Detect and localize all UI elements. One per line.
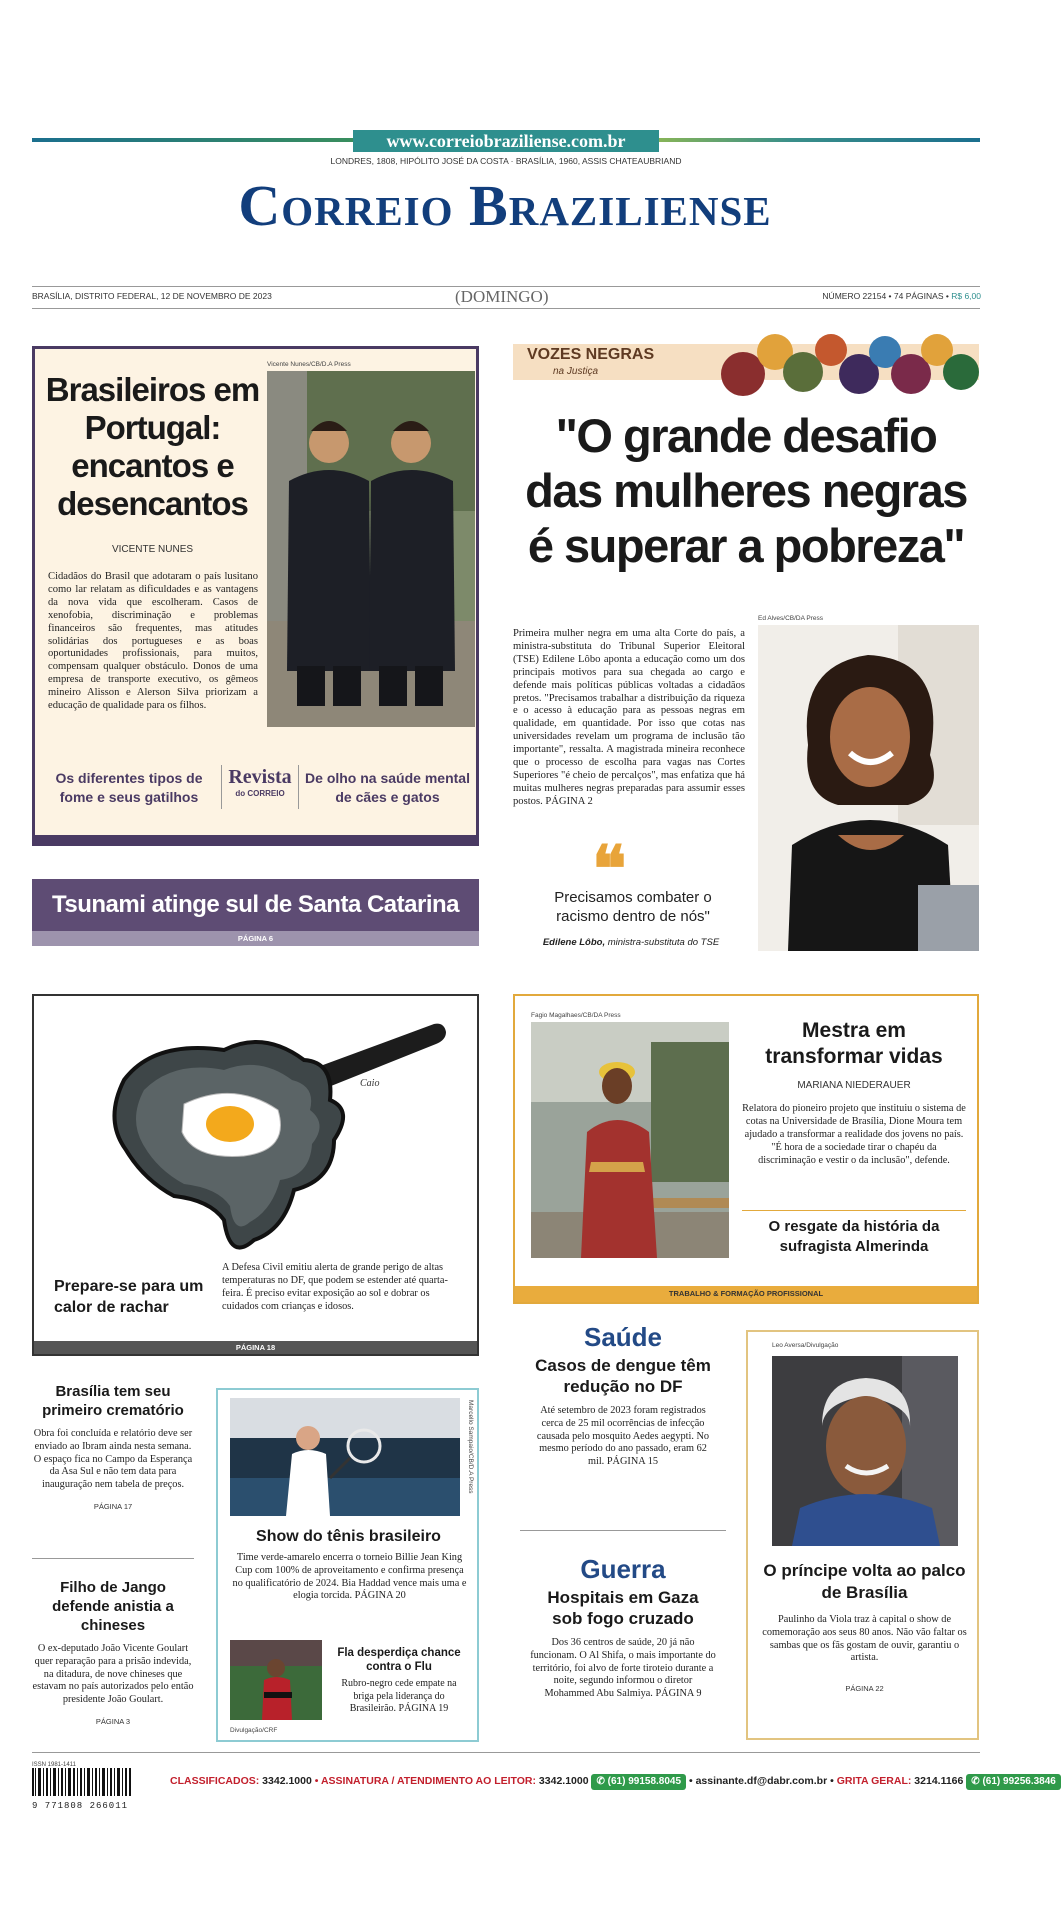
issue-price: R$ 6,00 xyxy=(951,291,981,301)
vozes-negras-sub: na Justiça xyxy=(553,366,599,377)
heat-body: A Defesa Civil emitiu alerta de grande perigo de altas temperaturas no DF, que podem se estender até quarta-feira. É preciso evitar exposição ao sol e dobrar os cuidados com crianças e idosos. xyxy=(222,1262,448,1312)
grita-phone[interactable]: 3214.1166 xyxy=(914,1775,964,1787)
assinatura-phone[interactable]: 3342.1000 xyxy=(538,1775,589,1787)
heat-story-box[interactable] xyxy=(32,994,479,1356)
mestra-section-band: TRABALHO & FORMAÇÃO PROFISSIONAL xyxy=(515,1286,977,1302)
fla-body: Rubro-negro cede empate na briga pela liderança do Brasileirão. PÁGINA 19 xyxy=(341,1678,457,1714)
mestra-body: Relatora do pioneiro projeto que instituiu o sistema de cotas na Universidade de Brasília, Dione Moura tem ajudado a transformar a realidade dos jovens no país. "É hora de a sociedade tirar o chapéu da discriminação e vestir o da inclusão", defende. xyxy=(742,1103,966,1166)
quote-attribution xyxy=(515,937,747,948)
whatsapp-number-1[interactable] xyxy=(591,1774,686,1790)
jango-story[interactable] xyxy=(32,1578,194,1726)
quote-role: ministra-substituta do TSE xyxy=(607,937,720,948)
jango-body: O ex-deputado João Vicente Goulart quer reparação para a prisão indevida, na ditadura, de nove chineses que estavam no país autorizados pelo então presidente João Goulart. xyxy=(32,1643,194,1706)
tennis-photo xyxy=(230,1398,460,1516)
lead-headline[interactable]: "O grande desafio das mulheres negras é superar a pobreza" xyxy=(525,409,967,572)
tsunami-headline[interactable]: Tsunami atinge sul de Santa Catarina xyxy=(32,879,479,931)
portugal-bottom-band xyxy=(35,835,476,843)
portugal-body: Cidadãos do Brasil que adotaram o país lusitano como lar relatam as dificuldades e as vantagens da nova vida que escolheram. Casos de xenofobia, discriminação e problemas financeiros são frequentes, mas atitudes solidárias dos portugueses e as boas oportunidades profissionais, para muitos, compensam qualquer obstáculo. Donos de uma empresa de transporte executivo, os gêmeos mineiro Alisson e Alerson Silva priorizam a educação de qualidade para os filhos. xyxy=(48,571,258,712)
saude-story[interactable] xyxy=(530,1322,716,1469)
column-divider xyxy=(520,1530,726,1531)
mestra-headline: Mestra em transformar vidas xyxy=(765,1019,943,1068)
whatsapp-icon: ✆ xyxy=(971,1776,980,1787)
revista-logo[interactable] xyxy=(221,765,299,809)
photo-credit: Fagio Magalhaes/CB/DA Press xyxy=(531,1012,621,1019)
jango-headline: Filho de Jango defende anistia a chineses xyxy=(52,1579,174,1634)
cartoon-signature: Caio xyxy=(360,1078,380,1089)
whatsapp-icon: ✆ xyxy=(596,1776,605,1787)
guerra-section: Guerra xyxy=(580,1554,666,1584)
fla-headline: Fla desperdiça chance contra o Flu xyxy=(337,1647,461,1673)
tsunami-page-ref: PÁGINA 6 xyxy=(32,931,479,946)
saude-body: Até setembro de 2023 foram registrados cerca de 25 mil ocorrências de infecção causada pelo mosquito Aedes aegypti. No mesmo período do ano passado, eram 62 mil. PÁGINA 15 xyxy=(536,1405,710,1468)
grita-label: GRITA GERAL: xyxy=(836,1775,912,1787)
revista-promo-row xyxy=(35,757,476,827)
issue-pages: NÚMERO 22154 • 74 PÁGINAS • xyxy=(822,291,949,301)
paulinho-body: Paulinho da Viola traz à capital o show de comemoração aos seus 80 anos. Não vão faltar os sambas que os fãs gostam de ouvir, garantiu o artista. xyxy=(762,1614,967,1664)
issue-number xyxy=(822,291,981,301)
jango-page-ref: PÁGINA 3 xyxy=(95,1716,131,1726)
classificados-label: CLASSIFICADOS: xyxy=(170,1775,260,1787)
whatsapp-number-2[interactable] xyxy=(966,1774,1061,1790)
tease-saude-pets[interactable]: De olho na saúde mental de cães e gatos xyxy=(305,770,470,805)
masthead-bottom-divider xyxy=(32,308,980,309)
barcode-number: 9 771808 266011 xyxy=(32,1801,129,1811)
portugal-byline: VICENTE NUNES xyxy=(111,544,194,555)
crematorio-page-ref: PÁGINA 17 xyxy=(93,1501,133,1511)
whatsapp-1-text: (61) 99158.8045 xyxy=(607,1776,682,1787)
website-url[interactable]: www.correiobraziliense.com.br xyxy=(353,130,659,152)
paulinho-photo xyxy=(772,1356,958,1546)
photo-credit: Divulgação/CRF xyxy=(230,1727,278,1734)
revista-subtitle: do CORREIO xyxy=(235,789,285,798)
whatsapp-2-text: (61) 99256.3846 xyxy=(982,1776,1056,1787)
subscriber-email[interactable]: • assinante.df@dabr.com.br • xyxy=(688,1775,834,1787)
lead-body: Primeira mulher negra em uma alta Corte do país, a ministra-substituta do Tribunal Superior Eleitoral (TSE) Edilene Lôbo aponta a educação como um dos principais motivos para sua chegada ao cargo e defende mais políticas públicas voltadas a cidadãos pretos. "Precisamos trabalhar a distribuição da riqueza e o acesso à educação para as pessoas negras em qualidade, em quantidade. Por isso que cotas nas universidades revelam um programa de inclusão tão importante", ressalta. A magistrada mineira reconhece que o processo de escolha para vagas nas Cortes Superiores "é cheio de percalços", mas enfatiza que há muitas mulheres negras preparadas para assumir esses postos. PÁGINA 2 xyxy=(513,628,745,807)
edilene-photo xyxy=(758,615,979,951)
heat-headline: Prepare-se para um calor de rachar xyxy=(54,1278,204,1316)
vozes-negras-label: VOZES NEGRAS xyxy=(527,346,655,363)
brazil-frying-pan-cartoon xyxy=(34,1000,477,1260)
tease-almerinda[interactable]: O resgate da história da sufragista Almerinda xyxy=(742,1210,966,1257)
newspaper-logo: Correio Braziliense xyxy=(238,173,772,238)
saude-headline: Casos de dengue têm redução no DF xyxy=(535,1356,711,1396)
heat-page-ref: PÁGINA 18 xyxy=(34,1341,477,1354)
dione-photo xyxy=(531,1012,729,1258)
classificados-phone[interactable]: 3342.1000 xyxy=(262,1775,312,1787)
photo-credit: Leo Aversa/Divulgação xyxy=(772,1342,839,1349)
mestra-byline: MARIANA NIEDERAUER xyxy=(797,1080,911,1091)
crematorio-headline: Brasília tem seu primeiro crematório xyxy=(42,1383,184,1419)
crematorio-body: Obra foi concluída e relatório deve ser enviado ao Ibram ainda nesta semana. O espaço fica no Campo da Esperança da Asa Sul e não tem data para inauguração nem tabela de preços. xyxy=(33,1428,193,1491)
quote-name: Edilene Lôbo, xyxy=(542,937,606,948)
barcode-icon xyxy=(32,1762,132,1811)
dateline: BRASÍLIA, DISTRITO FEDERAL, 12 DE NOVEMBRO DE 2023 xyxy=(32,291,272,301)
photo-credit: Marcello Sampaio/CB/D.A Press xyxy=(467,1400,474,1494)
photo-credit: Ed Alves/CB/DA Press xyxy=(758,615,824,622)
revista-title: Revista xyxy=(228,766,292,788)
portugal-story-box[interactable] xyxy=(32,346,479,846)
sports-box[interactable] xyxy=(216,1388,479,1742)
guerra-body: Dos 36 centros de saúde, 20 já não funcionam. O Al Shifa, o mais importante do território, foi alvo de forte tiroteio durante a noite, segundo informou o diretor Mohammed Abu Salmiya. PÁGINA 9 xyxy=(530,1637,716,1700)
quote-icon: ❝ xyxy=(592,834,627,905)
footer-divider xyxy=(32,1752,980,1753)
saude-section: Saúde xyxy=(583,1322,663,1352)
paulinho-page-ref: PÁGINA 22 xyxy=(845,1684,884,1693)
mestra-story-box[interactable] xyxy=(513,994,979,1304)
twins-photo xyxy=(267,361,475,727)
column-divider xyxy=(32,1558,194,1559)
masthead-tagline: LONDRES, 1808, HIPÓLITO JOSÉ DA COSTA · BRASÍLIA, 1960, ASSIS CHATEAUBRIAND xyxy=(330,156,682,166)
crematorio-story[interactable] xyxy=(32,1382,194,1511)
guerra-story[interactable] xyxy=(530,1554,716,1701)
photo-credit: Vicente Nunes/CB/D.A Press xyxy=(267,361,351,368)
tennis-headline: Show do tênis brasileiro xyxy=(256,1528,441,1545)
contact-bar xyxy=(170,1770,1056,1792)
vozes-negras-banner xyxy=(513,344,979,380)
portugal-headline: Brasileiros em Portugal: encantos e desencantos xyxy=(45,371,260,522)
flamengo-photo xyxy=(230,1640,322,1734)
tease-fome[interactable]: Os diferentes tipos de fome e seus gatilhos xyxy=(55,770,203,805)
edition-day: (DOMINGO) xyxy=(455,287,549,306)
assinatura-label: • ASSINATURA / ATENDIMENTO AO LEITOR: xyxy=(314,1775,536,1787)
issn: ISSN 1981-1411 xyxy=(32,1762,76,1768)
paulinho-story-box[interactable] xyxy=(746,1330,979,1740)
paulinho-headline: O príncipe volta ao palco de Brasília xyxy=(763,1561,966,1602)
lead-quote: Precisamos combater o racismo dentro de nós" xyxy=(554,889,712,925)
guerra-headline: Hospitais em Gaza sob fogo cruzado xyxy=(547,1588,699,1628)
tennis-body: Time verde-amarelo encerra o torneio Billie Jean King Cup com 100% de aproveitamento e confirma presença no qualificatório de 2024. Bia Haddad vence mais uma e elogia torcida. PÁGINA 20 xyxy=(232,1552,467,1602)
